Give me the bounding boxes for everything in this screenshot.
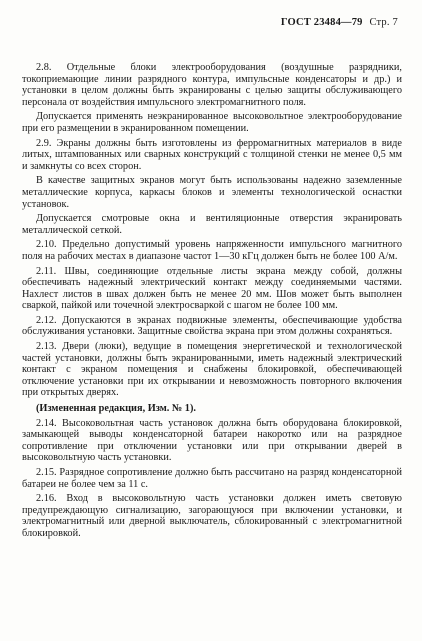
paragraph-2-15: 2.15. Разрядное сопротивление должно быть рассчитано на разряд конденсаторной батареи не более чем за 11 с. [22,467,402,490]
paragraph-2-8-note: Допускается применять неэкранированное высоковольтное электрооборудование при его размещении в экранированном помещении. [22,111,402,134]
paragraph-2-11: 2.11. Швы, соединяющие отдельные листы экрана между собой, должны обеспечивать надежный электрический контакт между соединяемыми частями. Нахлест листов в швах должен быть не менее 20 мм. Шов может быть выполнен сваркой, пайкой или точечной электросваркой с шагом не более 100 мм. [22,265,402,312]
page-number: Стр. 7 [369,17,398,28]
paragraph-2-9: 2.9. Экраны должны быть изготовлены из ферромагнитных материалов в виде литых, штампованных или сварных конструкций с толщиной стенки не менее 0,5 мм и замкнуты со всех сторон. [22,137,402,172]
paragraph-2-9-mesh: Допускается смотровые окна и вентиляционные отверстия экранировать металлической сеткой. [22,213,402,236]
paragraph-2-13: 2.13. Двери (люки), ведущие в помещения энергетической и технологической частей установки, должны быть экранированными, иметь надежный электрический контакт с экраном помещения и снабжены блокировкой, обеспечивающей отключение установки при их открывании и невозможность повторного включения при открытых дверях. [22,341,402,399]
paragraph-2-8: 2.8. Отдельные блоки электрооборудования (воздушные разрядники, токоприемающие линии разрядного контура, импульсные конденсаторы и др.) и установки в целом должны быть экранированы с целью защиты обслуживающего персонала от воздействия импульсного электромагнитного поля. [22,62,402,108]
paragraph-2-14: 2.14. Высоковольтная часть установок должна быть оборудована блокировкой, замыкающей выводы конденсаторной батареи накоротко или на разрядное сопротивление при отключении установки или при открывании дверей в высоковольтную часть установки. [22,417,402,464]
standard-number: ГОСТ 23484—79 [280,17,363,28]
paragraph-2-10: 2.10. Предельно допустимый уровень напряженности импульсного магнитного поля на рабочих местах в диапазоне частот 1—30 кГц должен быть не более 100 А/м. [22,239,402,262]
document-body [22,62,402,543]
paragraph-2-16: 2.16. Вход в высоковольтную часть установки должен иметь световую предупреждающую сигнализацию, загорающуюся при включении установки, и электромагнитный или дверной выключатель, сблокированный с электромагнитной блокировкой. [22,493,402,539]
paragraph-2-12: 2.12. Допускаются в экранах подвижные элементы, обеспечивающие удобства обслуживания установки. Защитные свойства экрана при этом должны сохраняться. [22,314,402,338]
amendment-note: (Измененная редакция, Изм. № 1). [36,403,196,415]
page-header [281,17,398,28]
paragraph-2-9-shields: В качестве защитных экранов могут быть использованы надежно заземленные металлические корпуса, каркасы блоков и элементы технологической оснастки установок. [22,175,402,210]
